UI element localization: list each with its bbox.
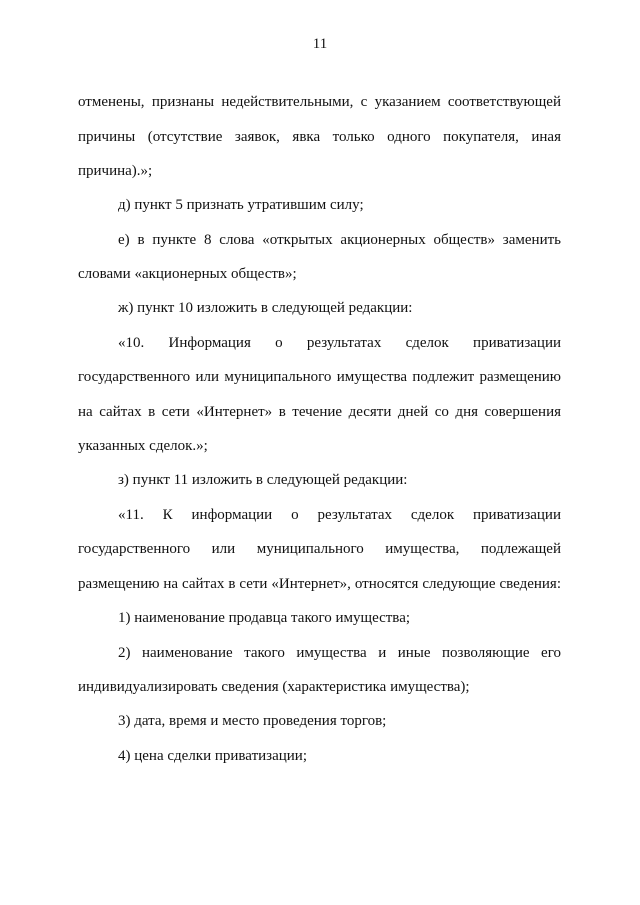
text-line: на сайтах в сети «Интернет» в течение десяти дней со дня совершения (78, 404, 561, 420)
text-line: государственного или муниципального имущества подлежит размещению (78, 369, 561, 385)
page-number: 11 (312, 36, 328, 52)
text-line: ж) пункт 10 изложить в следующей редакции: (118, 300, 413, 316)
text-line: 2) наименование такого имущества и иные позволяющие его (118, 645, 561, 661)
text-line: е) в пункте 8 слова «открытых акционерных обществ» заменить (118, 232, 561, 248)
text-line: д) пункт 5 признать утратившим силу; (118, 197, 364, 213)
text-line: причина).»; (78, 163, 153, 179)
text-line: причины (отсутствие заявок, явка только одного покупателя, иная (78, 129, 561, 145)
text-line: индивидуализировать сведения (характеристика имущества); (78, 679, 470, 695)
text-line: указанных сделок.»; (78, 438, 208, 454)
text-line: «10. Информация о результатах сделок приватизации (118, 335, 561, 351)
text-line: размещению на сайтах в сети «Интернет», относятся следующие сведения: (78, 576, 561, 592)
text-line: 1) наименование продавца такого имущества; (118, 610, 411, 626)
text-line: з) пункт 11 изложить в следующей редакции: (118, 472, 408, 488)
text-line: «11. К информации о результатах сделок приватизации (118, 507, 561, 523)
text-line: словами «акционерных обществ»; (78, 266, 297, 282)
text-line: 4) цена сделки приватизации; (118, 748, 307, 764)
text-line: отменены, признаны недействительными, с указанием соответствующей (78, 94, 561, 110)
text-line: государственного или муниципального имущества, подлежащей (78, 541, 561, 557)
text-line: 3) дата, время и место проведения торгов; (118, 713, 387, 729)
